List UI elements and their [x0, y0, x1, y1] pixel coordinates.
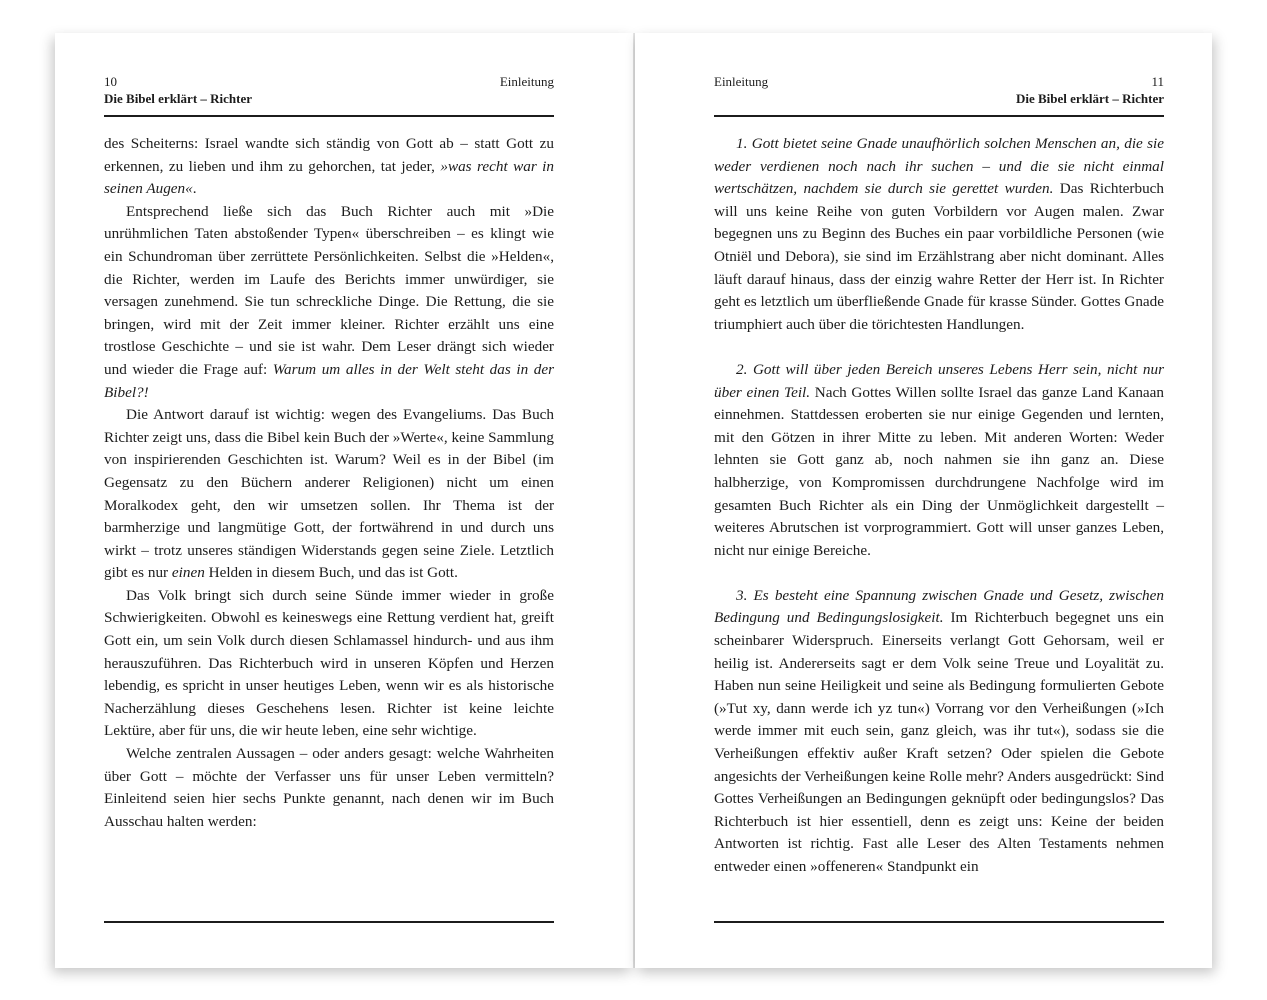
paragraph [714, 585, 1164, 879]
text-run: Das Richterbuch will uns keine Reihe von guten Vorbildern vor Augen malen. Zwar begegnen uns zu Beginn des Buches ein paar vorbildliche Personen (wie Otniël und Debora), sie sind im Erzählstrang aber nicht dominant. Alles läuft darauf hinaus, dass der einzig wahre Retter der Herr ist. In Richter geht es letztlich um überfließende Gnade für krasse Sünder. Gottes Gnade triumphiert auch über die törichtesten Handlungen. [714, 180, 1164, 333]
running-title: Einleitung [714, 74, 769, 89]
text-run: Das Volk bringt sich durch seine Sünde immer wieder in große Schwierigkeiten. Obwohl es keineswegs eine Rettung verdient hat, greift Gott ein, um sein Volk durch diesen Schlamassel hindurch- und aus ihm herauszuführen. Das Richterbuch wird in unseren Köpfen und Herzen lebendig, es spricht in unser heutiges Leben, wenn wir es als historische Nacherzählung dieses Geschehens lesen. Richter ist keine leichte Lektüre, aber für uns, die wir heute leben, eine sehr wichtige. [104, 586, 554, 740]
book-title: Die Bibel erklärt – Richter [104, 91, 253, 106]
paragraph [104, 404, 554, 585]
left-page-body [104, 133, 554, 833]
text-run: Entsprechend ließe sich das Buch Richter auch mit »Die unrühmlichen Taten abstoßender Typen« überschreiben – es klingt wie ein Schundroman über zerrüttete Persönlichkeiten. Selbst die »Helden«, die Richter, werden im Laufe des Berichts immer unwürdiger, sie versagen zunehmend. Sie tun schreckliche Dinge. Die Rettung, die sie bringen, wird mit der Zeit immer kleiner. Richter erzählt uns eine trostlose Geschichte – und sie ist wahr. Dem Leser drängt sich wieder und wieder die Frage auf: [104, 202, 554, 378]
paragraph [104, 201, 554, 404]
text-run: . [192, 180, 197, 198]
text-run: Die Antwort darauf ist wichtig: wegen des Evangeliums. Das Buch Richter zeigt uns, dass die Bibel kein Buch der »Werte«, keine Sammlung von inspirierenden Geschichten ist. Warum? Weil es in der Bibel (im Gegensatz zu den Büchern anderer Religionen) nicht um einen Moralkodex geht, den wir umsetzen sollen. Ihr Thema ist der barmherzige und langmütige Gott, der fortwährend in und durch uns wirkt – trotz unseres ständigen Widerstands gegen seine Ziele. Letztlich gibt es nur [104, 406, 554, 582]
text-run: Welche zentralen Aussagen – oder anders gesagt: welche Wahrheiten über Gott – möchte der Verfasser uns für unser Leben vermitteln? Einleitend seien hier sechs Punkte genannt, nach denen wir im Buch Ausschau halten werden: [104, 745, 554, 830]
right-page [635, 33, 1212, 968]
paragraph [104, 133, 554, 201]
page-number: 11 [1151, 74, 1164, 89]
italic-text: einen [171, 564, 205, 582]
left-page [55, 33, 633, 968]
text-run: Nach Gottes Willen sollte Israel das ganze Land Kanaan einnehmen. Stattdessen eroberten sie nur einige Gegenden und lernten, mit den Götzen in ihrer Mitte zu leben. Mit anderen Worten: Weder lehnten sie Gott ganz ab, noch nahmen sie ihn ganz an. Diese halbherzige, von Kompromissen durchdrungene Nachfolge wird im gesamten Buch Richter als ein Ding der Unmöglichkeit dargestellt – weiteres Abrutschen ist vorprogrammiert. Gott will unser ganzes Leben, nicht nur einige Bereiche. [714, 383, 1164, 559]
text-run: des Scheiterns: Israel wandte sich ständig von Gott ab – statt Gott zu erkennen, zu lieben und ihm zu gehorchen, tat jeder, [104, 135, 554, 175]
page-number: 10 [104, 74, 117, 89]
text-run: Im Richterbuch begegnet uns ein scheinbarer Widerspruch. Einerseits verlangt Gott Gehorsam, weil er heilig ist. Andererseits sagt er dem Volk seine Treue und Loyalität zu. Haben nun seine Heiligkeit und seine als Bedingung formulierten Gebote (»Tut xy, dann werde ich yz tun«) Vorrang vor den Verheißungen (»Ich werde immer mit euch sein, ganz gleich, was ihr tut«), sodass sie die Verheißungen effektiv außer Kraft setzen? Oder spielen die Gebote angesichts der Verheißungen keine Rolle mehr? Anders ausgedrückt: Sind Gottes Verheißungen an Bedingungen geknüpft oder bedingungslos? Das Richterbuch ist hier essentiell, denn es zeigt uns: Keine der beiden Antworten ist richtig. Fast alle Leser des Alten Testaments nehmen entweder einen »offeneren« Standpunkt ein [714, 609, 1164, 875]
left-page-header [104, 73, 554, 107]
italic-text: »was recht war in seinen Augen« [104, 157, 554, 198]
italic-text: Warum um alles in der Welt steht das in der Bibel?! [104, 360, 554, 401]
paragraph [104, 743, 554, 833]
header-rule [714, 115, 1164, 117]
right-page-body [714, 133, 1164, 879]
footer-rule [104, 921, 554, 923]
paragraph [714, 359, 1164, 562]
book-title: Die Bibel erklärt – Richter [1015, 91, 1164, 106]
footer-rule [714, 921, 1164, 923]
header-rule [104, 115, 554, 117]
paragraph [104, 585, 554, 743]
right-page-header [714, 73, 1164, 107]
italic-text: 2. Gott will über jeden Bereich unseres Lebens Herr sein, nicht nur über einen Teil. [714, 360, 1164, 401]
italic-text: 3. Es besteht eine Spannung zwischen Gnade und Gesetz, zwischen Bedingung und Bedingungslosigkeit. [714, 586, 1164, 627]
paragraph [714, 133, 1164, 336]
text-run: Helden in diesem Buch, und das ist Gott. [204, 564, 458, 582]
running-title: Einleitung [499, 74, 554, 89]
italic-text: 1. Gott bietet seine Gnade unaufhörlich solchen Menschen an, die sie weder verdienen noch nach ihr suchen – und die sie nicht einmal wertschätzen, nachdem sie durch sie gerettet wurden. [714, 135, 1164, 198]
